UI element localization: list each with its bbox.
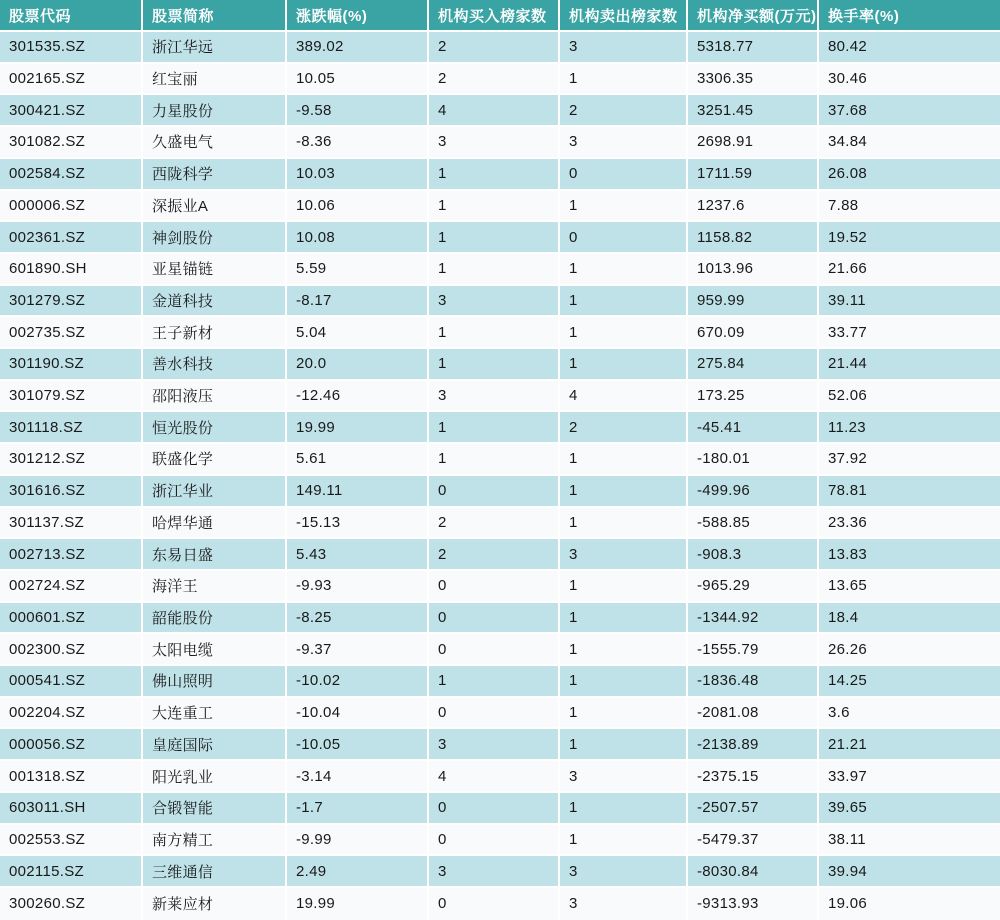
cell-turnover-rate: 37.68 — [819, 95, 1000, 127]
table-row — [0, 825, 1000, 857]
cell-inst-sell-count: 1 — [560, 571, 688, 603]
cell-change-percent: 10.03 — [287, 159, 429, 191]
cell-inst-buy-count: 2 — [429, 64, 560, 96]
cell-stock-code: 300260.SZ — [0, 888, 143, 920]
cell-change-percent: 19.99 — [287, 888, 429, 920]
cell-turnover-rate: 23.36 — [819, 508, 1000, 540]
cell-stock-code: 002724.SZ — [0, 571, 143, 603]
cell-inst-buy-count: 1 — [429, 254, 560, 286]
table-header — [0, 0, 1000, 32]
cell-inst-net-buy-amount: 5318.77 — [688, 32, 819, 64]
cell-inst-buy-count: 3 — [429, 381, 560, 413]
cell-inst-net-buy-amount: 1013.96 — [688, 254, 819, 286]
cell-inst-buy-count: 1 — [429, 159, 560, 191]
cell-stock-name: 邵阳液压 — [143, 381, 287, 413]
cell-inst-buy-count: 1 — [429, 666, 560, 698]
cell-turnover-rate: 21.21 — [819, 729, 1000, 761]
table-row — [0, 222, 1000, 254]
cell-turnover-rate: 37.92 — [819, 444, 1000, 476]
cell-stock-code: 002553.SZ — [0, 825, 143, 857]
cell-change-percent: -8.36 — [287, 127, 429, 159]
cell-change-percent: 10.05 — [287, 64, 429, 96]
cell-change-percent: 19.99 — [287, 412, 429, 444]
cell-stock-code: 002115.SZ — [0, 856, 143, 888]
table-row — [0, 444, 1000, 476]
table-row — [0, 95, 1000, 127]
cell-stock-name: 联盛化学 — [143, 444, 287, 476]
cell-inst-buy-count: 1 — [429, 191, 560, 223]
cell-stock-code: 002165.SZ — [0, 64, 143, 96]
cell-stock-code: 002204.SZ — [0, 698, 143, 730]
cell-inst-sell-count: 1 — [560, 729, 688, 761]
cell-inst-net-buy-amount: 670.09 — [688, 317, 819, 349]
cell-stock-code: 301137.SZ — [0, 508, 143, 540]
column-header-turnover-rate: 换手率(%) — [819, 0, 1000, 32]
table-row — [0, 539, 1000, 571]
cell-change-percent: 5.04 — [287, 317, 429, 349]
cell-stock-code: 000006.SZ — [0, 191, 143, 223]
cell-inst-sell-count: 1 — [560, 825, 688, 857]
column-header-inst-buy-count: 机构买入榜家数 — [429, 0, 560, 32]
cell-stock-name: 亚星锚链 — [143, 254, 287, 286]
table-row — [0, 64, 1000, 96]
cell-stock-name: 哈焊华通 — [143, 508, 287, 540]
cell-inst-buy-count: 4 — [429, 761, 560, 793]
cell-turnover-rate: 30.46 — [819, 64, 1000, 96]
cell-inst-sell-count: 1 — [560, 317, 688, 349]
cell-change-percent: -10.02 — [287, 666, 429, 698]
cell-inst-net-buy-amount: -8030.84 — [688, 856, 819, 888]
cell-inst-sell-count: 1 — [560, 254, 688, 286]
cell-inst-sell-count: 3 — [560, 539, 688, 571]
cell-inst-buy-count: 2 — [429, 508, 560, 540]
cell-stock-name: 合锻智能 — [143, 793, 287, 825]
table-row — [0, 729, 1000, 761]
cell-turnover-rate: 21.66 — [819, 254, 1000, 286]
cell-inst-net-buy-amount: -588.85 — [688, 508, 819, 540]
cell-stock-code: 000056.SZ — [0, 729, 143, 761]
cell-turnover-rate: 39.65 — [819, 793, 1000, 825]
column-header-change-percent: 涨跌幅(%) — [287, 0, 429, 32]
table-row — [0, 349, 1000, 381]
cell-inst-buy-count: 1 — [429, 317, 560, 349]
cell-stock-code: 301079.SZ — [0, 381, 143, 413]
cell-inst-buy-count: 3 — [429, 729, 560, 761]
cell-stock-name: 东易日盛 — [143, 539, 287, 571]
cell-turnover-rate: 13.65 — [819, 571, 1000, 603]
cell-stock-name: 力星股份 — [143, 95, 287, 127]
cell-stock-name: 神剑股份 — [143, 222, 287, 254]
cell-inst-sell-count: 1 — [560, 698, 688, 730]
table-header-row — [0, 0, 1000, 32]
cell-inst-sell-count: 0 — [560, 159, 688, 191]
cell-stock-code: 301082.SZ — [0, 127, 143, 159]
cell-stock-code: 603011.SH — [0, 793, 143, 825]
cell-stock-name: 恒光股份 — [143, 412, 287, 444]
cell-inst-buy-count: 1 — [429, 222, 560, 254]
cell-stock-code: 301535.SZ — [0, 32, 143, 64]
cell-inst-sell-count: 2 — [560, 412, 688, 444]
cell-inst-sell-count: 0 — [560, 222, 688, 254]
table-row — [0, 571, 1000, 603]
cell-stock-name: 王子新材 — [143, 317, 287, 349]
cell-turnover-rate: 19.06 — [819, 888, 1000, 920]
cell-inst-buy-count: 2 — [429, 32, 560, 64]
cell-inst-net-buy-amount: -180.01 — [688, 444, 819, 476]
cell-inst-buy-count: 0 — [429, 698, 560, 730]
table-row — [0, 159, 1000, 191]
cell-inst-net-buy-amount: 1158.82 — [688, 222, 819, 254]
cell-turnover-rate: 7.88 — [819, 191, 1000, 223]
cell-change-percent: -8.25 — [287, 603, 429, 635]
cell-turnover-rate: 18.4 — [819, 603, 1000, 635]
column-header-inst-sell-count: 机构卖出榜家数 — [560, 0, 688, 32]
table-row — [0, 603, 1000, 635]
cell-inst-buy-count: 0 — [429, 603, 560, 635]
cell-change-percent: -8.17 — [287, 286, 429, 318]
table-row — [0, 698, 1000, 730]
cell-turnover-rate: 26.08 — [819, 159, 1000, 191]
cell-change-percent: -10.05 — [287, 729, 429, 761]
cell-turnover-rate: 33.77 — [819, 317, 1000, 349]
cell-stock-code: 002361.SZ — [0, 222, 143, 254]
cell-stock-code: 001318.SZ — [0, 761, 143, 793]
cell-change-percent: 10.08 — [287, 222, 429, 254]
table-row — [0, 412, 1000, 444]
cell-stock-code: 002735.SZ — [0, 317, 143, 349]
cell-change-percent: -9.37 — [287, 634, 429, 666]
cell-inst-sell-count: 1 — [560, 476, 688, 508]
cell-stock-name: 金道科技 — [143, 286, 287, 318]
cell-inst-net-buy-amount: -2507.57 — [688, 793, 819, 825]
cell-stock-code: 301279.SZ — [0, 286, 143, 318]
cell-stock-code: 000541.SZ — [0, 666, 143, 698]
cell-turnover-rate: 11.23 — [819, 412, 1000, 444]
cell-inst-buy-count: 3 — [429, 856, 560, 888]
cell-inst-sell-count: 3 — [560, 32, 688, 64]
table-row — [0, 286, 1000, 318]
cell-stock-code: 301616.SZ — [0, 476, 143, 508]
cell-inst-sell-count: 2 — [560, 95, 688, 127]
cell-inst-net-buy-amount: 959.99 — [688, 286, 819, 318]
cell-turnover-rate: 14.25 — [819, 666, 1000, 698]
cell-stock-name: 久盛电气 — [143, 127, 287, 159]
cell-stock-name: 深振业A — [143, 191, 287, 223]
cell-inst-net-buy-amount: -499.96 — [688, 476, 819, 508]
cell-inst-buy-count: 0 — [429, 571, 560, 603]
table-row — [0, 381, 1000, 413]
cell-inst-net-buy-amount: 3306.35 — [688, 64, 819, 96]
cell-stock-name: 善水科技 — [143, 349, 287, 381]
cell-inst-sell-count: 3 — [560, 888, 688, 920]
cell-change-percent: -10.04 — [287, 698, 429, 730]
cell-stock-name: 皇庭国际 — [143, 729, 287, 761]
cell-stock-code: 301212.SZ — [0, 444, 143, 476]
cell-inst-net-buy-amount: -5479.37 — [688, 825, 819, 857]
cell-inst-sell-count: 1 — [560, 349, 688, 381]
cell-stock-code: 301118.SZ — [0, 412, 143, 444]
column-header-stock-name: 股票简称 — [143, 0, 287, 32]
cell-inst-net-buy-amount: 2698.91 — [688, 127, 819, 159]
cell-turnover-rate: 13.83 — [819, 539, 1000, 571]
cell-inst-sell-count: 1 — [560, 64, 688, 96]
cell-inst-sell-count: 1 — [560, 444, 688, 476]
cell-stock-name: 浙江华业 — [143, 476, 287, 508]
cell-stock-code: 002300.SZ — [0, 634, 143, 666]
cell-inst-sell-count: 1 — [560, 508, 688, 540]
cell-change-percent: -1.7 — [287, 793, 429, 825]
cell-turnover-rate: 26.26 — [819, 634, 1000, 666]
cell-stock-code: 601890.SH — [0, 254, 143, 286]
cell-inst-buy-count: 2 — [429, 539, 560, 571]
cell-change-percent: 149.11 — [287, 476, 429, 508]
cell-inst-buy-count: 3 — [429, 286, 560, 318]
cell-stock-code: 002713.SZ — [0, 539, 143, 571]
cell-inst-net-buy-amount: -9313.93 — [688, 888, 819, 920]
table-row — [0, 761, 1000, 793]
table-row — [0, 666, 1000, 698]
table-row — [0, 317, 1000, 349]
table-row — [0, 127, 1000, 159]
cell-change-percent: 389.02 — [287, 32, 429, 64]
cell-stock-name: 太阳电缆 — [143, 634, 287, 666]
cell-change-percent: 20.0 — [287, 349, 429, 381]
cell-inst-buy-count: 0 — [429, 825, 560, 857]
table-row — [0, 32, 1000, 64]
cell-turnover-rate: 39.11 — [819, 286, 1000, 318]
table-row — [0, 191, 1000, 223]
cell-inst-net-buy-amount: 173.25 — [688, 381, 819, 413]
cell-change-percent: -12.46 — [287, 381, 429, 413]
cell-inst-net-buy-amount: -2138.89 — [688, 729, 819, 761]
cell-inst-net-buy-amount: -965.29 — [688, 571, 819, 603]
cell-inst-sell-count: 1 — [560, 286, 688, 318]
cell-inst-buy-count: 1 — [429, 412, 560, 444]
cell-stock-code: 002584.SZ — [0, 159, 143, 191]
cell-stock-name: 阳光乳业 — [143, 761, 287, 793]
cell-inst-net-buy-amount: -1344.92 — [688, 603, 819, 635]
cell-turnover-rate: 34.84 — [819, 127, 1000, 159]
cell-stock-name: 海洋王 — [143, 571, 287, 603]
cell-inst-sell-count: 1 — [560, 191, 688, 223]
table-row — [0, 254, 1000, 286]
cell-inst-buy-count: 3 — [429, 127, 560, 159]
cell-turnover-rate: 3.6 — [819, 698, 1000, 730]
cell-inst-buy-count: 0 — [429, 476, 560, 508]
cell-turnover-rate: 33.97 — [819, 761, 1000, 793]
cell-change-percent: 2.49 — [287, 856, 429, 888]
cell-change-percent: 5.61 — [287, 444, 429, 476]
cell-turnover-rate: 78.81 — [819, 476, 1000, 508]
cell-inst-net-buy-amount: 3251.45 — [688, 95, 819, 127]
cell-inst-net-buy-amount: 1237.6 — [688, 191, 819, 223]
cell-inst-buy-count: 0 — [429, 793, 560, 825]
cell-turnover-rate: 38.11 — [819, 825, 1000, 857]
cell-stock-name: 大连重工 — [143, 698, 287, 730]
cell-inst-net-buy-amount: 275.84 — [688, 349, 819, 381]
cell-stock-code: 000601.SZ — [0, 603, 143, 635]
cell-change-percent: 10.06 — [287, 191, 429, 223]
cell-stock-name: 韶能股份 — [143, 603, 287, 635]
cell-turnover-rate: 21.44 — [819, 349, 1000, 381]
table-row — [0, 888, 1000, 920]
cell-inst-buy-count: 4 — [429, 95, 560, 127]
cell-change-percent: 5.43 — [287, 539, 429, 571]
table-row — [0, 856, 1000, 888]
cell-inst-sell-count: 1 — [560, 793, 688, 825]
cell-inst-net-buy-amount: -2081.08 — [688, 698, 819, 730]
cell-inst-sell-count: 3 — [560, 856, 688, 888]
cell-change-percent: -15.13 — [287, 508, 429, 540]
cell-turnover-rate: 52.06 — [819, 381, 1000, 413]
cell-inst-sell-count: 1 — [560, 603, 688, 635]
cell-change-percent: -9.58 — [287, 95, 429, 127]
cell-stock-code: 300421.SZ — [0, 95, 143, 127]
cell-inst-sell-count: 1 — [560, 634, 688, 666]
cell-inst-net-buy-amount: -908.3 — [688, 539, 819, 571]
cell-change-percent: -3.14 — [287, 761, 429, 793]
cell-stock-name: 西陇科学 — [143, 159, 287, 191]
cell-inst-sell-count: 4 — [560, 381, 688, 413]
cell-inst-buy-count: 1 — [429, 349, 560, 381]
table-row — [0, 634, 1000, 666]
cell-change-percent: 5.59 — [287, 254, 429, 286]
cell-stock-name: 南方精工 — [143, 825, 287, 857]
cell-stock-name: 三维通信 — [143, 856, 287, 888]
cell-turnover-rate: 39.94 — [819, 856, 1000, 888]
cell-stock-name: 浙江华远 — [143, 32, 287, 64]
cell-inst-net-buy-amount: -1555.79 — [688, 634, 819, 666]
cell-inst-buy-count: 0 — [429, 634, 560, 666]
cell-change-percent: -9.93 — [287, 571, 429, 603]
cell-inst-sell-count: 1 — [560, 666, 688, 698]
cell-inst-net-buy-amount: -2375.15 — [688, 761, 819, 793]
table-body — [0, 32, 1000, 920]
cell-turnover-rate: 80.42 — [819, 32, 1000, 64]
cell-change-percent: -9.99 — [287, 825, 429, 857]
column-header-stock-code: 股票代码 — [0, 0, 143, 32]
cell-stock-name: 红宝丽 — [143, 64, 287, 96]
table-row — [0, 508, 1000, 540]
cell-turnover-rate: 19.52 — [819, 222, 1000, 254]
cell-inst-buy-count: 1 — [429, 444, 560, 476]
cell-inst-net-buy-amount: 1711.59 — [688, 159, 819, 191]
column-header-inst-net-buy-amount: 机构净买额(万元) — [688, 0, 819, 32]
cell-inst-buy-count: 0 — [429, 888, 560, 920]
table-row — [0, 476, 1000, 508]
cell-inst-sell-count: 3 — [560, 761, 688, 793]
table-row — [0, 793, 1000, 825]
cell-inst-net-buy-amount: -45.41 — [688, 412, 819, 444]
cell-stock-code: 301190.SZ — [0, 349, 143, 381]
cell-stock-name: 新莱应材 — [143, 888, 287, 920]
cell-stock-name: 佛山照明 — [143, 666, 287, 698]
cell-inst-sell-count: 3 — [560, 127, 688, 159]
cell-inst-net-buy-amount: -1836.48 — [688, 666, 819, 698]
